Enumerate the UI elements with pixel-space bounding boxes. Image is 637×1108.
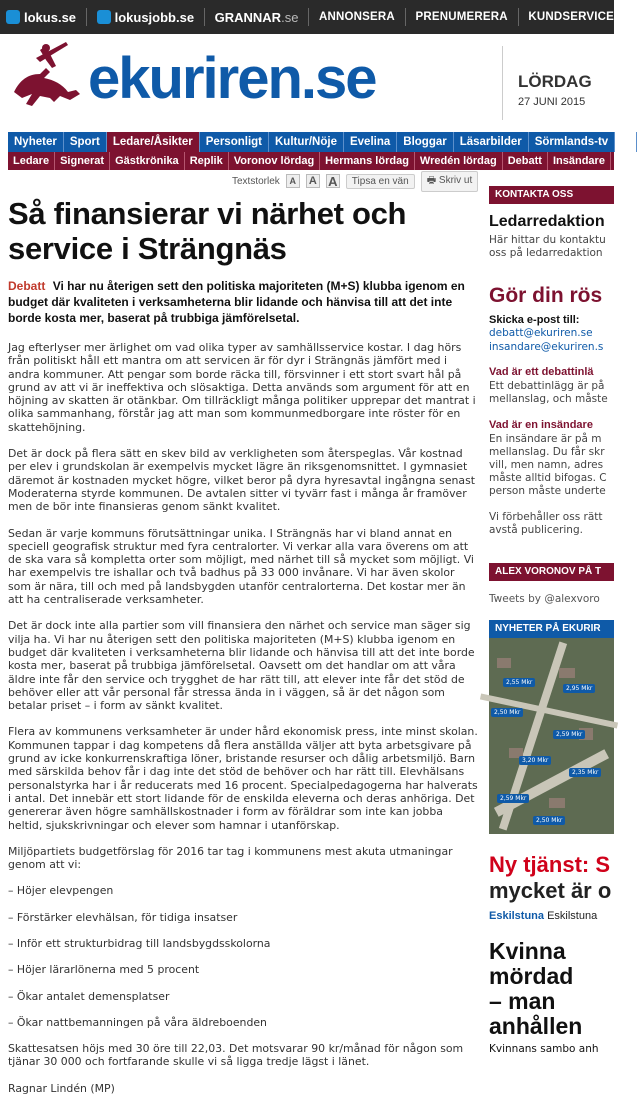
lokusjobb-logo-icon [97, 10, 111, 24]
kvinna-line: anhållen [489, 1013, 583, 1039]
map-price-label: 2,95 Mkr [563, 684, 595, 693]
map-price-label: 2,59 Mkr [553, 730, 585, 739]
kvinna-line: Kvinna [489, 938, 566, 964]
insandare-text: mellanslag. Du får skr [489, 446, 605, 458]
lokusjobb-link[interactable] [97, 10, 194, 25]
insandare-text: måste alltid bifogas. C [489, 472, 607, 484]
debate-text: Ett debattinlägg är på [489, 380, 605, 392]
article-body [8, 341, 478, 1095]
article-author: Ragnar Lindén (MP) [8, 1081, 115, 1095]
article-ingress [8, 278, 478, 326]
kvinna-sub: Kvinnans sambo anh [489, 1043, 599, 1055]
email-label: Skicka e-post till: [489, 314, 580, 326]
grannar-label: GRANNAR [214, 9, 282, 25]
teaser-black: mycket är o [489, 878, 612, 903]
article [8, 196, 478, 1108]
printer-icon: 🖶 [426, 174, 437, 186]
article-tools [232, 172, 478, 190]
bullet-item: – Ökar nattbemanningen på våra äldreboenden [8, 1015, 267, 1029]
contact-title: Ledarredaktion [489, 213, 605, 230]
secondary-nav [8, 152, 614, 170]
tipsa-button[interactable]: Tipsa en vän [346, 174, 415, 189]
insandare-text: En insändare är på m [489, 433, 602, 445]
tweets-link[interactable]: Tweets by @alexvoro [489, 593, 600, 605]
logo-main: ekuriren [88, 46, 301, 111]
teaser-source [489, 910, 614, 922]
bullet-item: – Förstärker elevhälsan, för tidiga insatser [8, 910, 238, 924]
debate-heading: Vad är ett debattinlä [489, 366, 594, 378]
map-price-label: 2,59 Mkr [497, 794, 529, 803]
insandare-text: vill, men namn, adres [489, 459, 604, 471]
kvinna-headline[interactable] [489, 939, 614, 1039]
insandare-email-link[interactable]: insandare@ekuriren.s [489, 341, 604, 353]
primary-nav [8, 132, 630, 152]
divider [86, 8, 87, 26]
article-headline: Så finansierar vi närhet och service i Strängnäs [8, 196, 407, 266]
news-map-image[interactable] [489, 638, 614, 834]
print-button[interactable] [421, 171, 479, 192]
bullet-item: – Höjer lärarlönerna med 5 procent [8, 963, 200, 977]
source-rest: Eskilstuna [544, 910, 598, 922]
nav-personligt[interactable]: Personligt [200, 132, 269, 152]
paragraph: Jag efterlyser mer ärlighet om vad olika typer av samhällsservice kostar. I dag hörs från politiskt håll ett mantra om att servicen är för dyr i Strängnäs jämfört med i andra kommuner. Att pengar som borde räcka till, försvinner i ett stort svart hål på grund av att vi är ineffektiva och slösaktiga. Detta används som argument för att en höjning av skatten är otänkbar. Om tillräckligt många politiker upprepar det mantrat i olika sammanhang, förstår jag att man som kommunmedborgare inte röster för en skattehöjning. [8, 341, 476, 434]
subnav-signerat[interactable]: Signerat [55, 152, 110, 170]
sidebar [489, 186, 614, 1107]
date: 27 JUNI 2015 [518, 96, 586, 108]
subnav-hermans[interactable]: Hermans lördag [320, 152, 415, 170]
lokusjobb-label: lokusjobb.se [114, 9, 195, 25]
lokus-label: lokus.se [24, 9, 77, 25]
subnav-ledare[interactable]: Ledare [8, 152, 55, 170]
divider [502, 46, 503, 120]
paragraph: Sedan är varje kommuns förutsättningar unika. I Strängnäs har vi bland annat en speciell geografisk struktur med fyra centralorter. Vi verkar alla vara överens om att de ska vara så kompletta orter som möjligt, med närhet till så mycket som möjligt. Vi har exempelvis tre ishallar och två badhus på 33 000 invånare. Vi har även skolor som är nära, till och med på landsbygden utanför centralorterna. Det kostar mer än att ha centraliserade verksamheter. [8, 526, 474, 607]
paragraph: Skattesatsen höjs med 30 öre till 22,03. Det motsvarar 90 kr/månad för någon som tjänar 30 000 och fortfarande skulle vi så ligga tredje lägst i länet. [8, 1042, 464, 1069]
debate-text: mellanslag, och måste [489, 393, 608, 405]
lokus-logo-icon [6, 10, 20, 24]
network-bar [0, 0, 614, 34]
nav-sormlands-tv[interactable]: Sörmlands-tv [529, 132, 616, 152]
grannar-suffix: .se [281, 9, 299, 25]
kvinna-line: mördad [489, 963, 574, 989]
nav-bloggar[interactable]: Bloggar [397, 132, 453, 152]
reserve-text: avstå publicering. [489, 524, 583, 536]
paragraph: Flera av kommunens verksamheter är under hård ekonomisk press, inte minst skolan. Kommunen tappar i dag kompetens då flera anställda väljer att byta arbetsgivare på grund av icke konkurrenskraftiga löner, bristande resurser och dålig arbetsmiljö. Barn med särskilda behov får i dag inte det stöd de behöver och har rätt till. Elevhälsans personalstyrka har i år reducerats med 16 procent. Specialpedagogerna har halverats i antal. Det innebär ett stort lidande för de enskilda eleverna och deras anhöriga. Det genererar även högre samhällskostnader i form av föräldrar som inte kan jobba heltid, sjukskrivningar och elever som hamnar i utanförskap. [8, 725, 478, 832]
prenumerera-link[interactable]: PRENUMERERA [415, 11, 508, 23]
textsize-large-button[interactable]: A [326, 174, 340, 188]
contact-text: oss på ledarredaktion [489, 247, 603, 259]
masthead [0, 34, 614, 130]
subnav-wreden[interactable]: Wredén lördag [415, 152, 503, 170]
map-price-label: 2,35 Mkr [569, 768, 601, 777]
teaser-red: Ny tjänst: S [489, 852, 611, 877]
reserve-text: Vi förbehåller oss rätt [489, 511, 603, 523]
source-bold: Eskilstuna [489, 910, 545, 922]
voronov-header[interactable]: ALEX VORONOV PÅ T [489, 563, 614, 581]
ingress-text: Vi har nu återigen sett den politiska majoriteten (M+S) klubba igenom en budget där kvaliteten i verksamheterna blir lidande och hänvisa till att det inte borde kosta mer, baserat på trubbiga jämförelsetal. [8, 279, 465, 325]
site-logo[interactable] [88, 46, 376, 111]
weekday: LÖRDAG [518, 72, 592, 91]
subnav-debatt[interactable]: Debatt [503, 152, 548, 170]
kundservice-link[interactable]: KUNDSERVICE [528, 11, 615, 23]
contact-text: Här hittar du kontaktu [489, 234, 606, 246]
logo-tld: .se [300, 46, 376, 111]
textsize-label: Textstorlek [232, 175, 280, 187]
grannar-link[interactable] [215, 10, 299, 25]
nav-evelina[interactable]: Evelina [344, 132, 397, 152]
debatt-email-link[interactable]: debatt@ekuriren.se [489, 327, 593, 339]
nav-lasarbilder[interactable]: Läsarbilder [454, 132, 529, 152]
bullet-item: – Ökar antalet demensplatser [8, 989, 170, 1003]
print-label: Skriv ut [438, 174, 473, 186]
textsize-small-button[interactable]: A [286, 174, 300, 188]
nyheter-header[interactable]: NYHETER PÅ EKURIR [489, 620, 614, 638]
map-price-label: 2,50 Mkr [533, 816, 565, 825]
divider [405, 8, 406, 26]
nav-more[interactable]: A [615, 132, 636, 152]
map-price-label: 2,50 Mkr [491, 708, 523, 717]
nav-kultur-noje[interactable]: Kultur/Nöje [269, 132, 344, 152]
lokus-link[interactable] [6, 10, 76, 25]
nav-ledare-asikter[interactable]: Ledare/Åsikter [107, 132, 200, 152]
paragraph: Det är dock på flera sätt en skev bild av verkligheten som återspeglas. Vår kostnad per elev i grundskolan är exempelvis mycket lägre än riksgenomsnittet. I gymnasiet däremot är kostnaden mycket högre, vilket beror på dyra hyresavtal ingångna senast Moderaterna styrde kommunen. De avtalen sitter vi tyvärr fast i många år framöver men de bör inte finansieras genom sänkt kvalitet. [8, 447, 476, 514]
subnav-voronov[interactable]: Voronov lördag [229, 152, 320, 170]
divider [518, 8, 519, 26]
divider [308, 8, 309, 26]
paragraph: Det är dock inte alla partier som vill finansiera den närhet och service man säger sig vilja ha. Vi har nu återigen sett den politiska majoriteten (M+S) klubba igenom en budget där kvaliteten i verksamheterna blir lidande och hänvisa till att det inte borde kosta mer, baserat på trubbiga jämförelsetal. Oavsett om det handlar om att våra äldre inte får den service och trygghet de har rätt till, att elever inte får det stöd de behöver eller att vår personal får stressa ända in i väggen, så är det någon som betalar priset – i form av sänkt kvalitet. [8, 619, 475, 713]
paragraph: Miljöpartiets budgetförslag för 2016 tar tag i kommunens mest akuta utmaningar genom att vi: [8, 844, 453, 872]
news-teaser-headline[interactable] [489, 852, 614, 904]
subnav-insandare[interactable]: Insändare [548, 152, 611, 170]
kvinna-line: – man [489, 988, 556, 1014]
horse-rider-logo-icon[interactable] [10, 40, 82, 110]
nav-nyheter[interactable]: Nyheter [8, 132, 64, 152]
bullet-item: – Inför ett strukturbidrag till landsbygdsskolorna [8, 936, 271, 950]
category-link[interactable]: Debatt [8, 279, 46, 293]
subnav-replik[interactable]: Replik [185, 152, 229, 170]
voice-title: Gör din rös [489, 284, 603, 307]
map-price-label: 2,55 Mkr [503, 678, 535, 687]
nav-sport[interactable]: Sport [64, 132, 107, 152]
map-price-label: 3,20 Mkr [519, 756, 551, 765]
contact-header: KONTAKTA OSS [489, 186, 614, 204]
textsize-medium-button[interactable]: A [306, 174, 320, 188]
insandare-heading: Vad är en insändare [489, 419, 593, 431]
bullet-item: – Höjer elevpengen [8, 884, 114, 898]
subnav-gastkronika[interactable]: Gästkrönika [110, 152, 185, 170]
annonsera-link[interactable]: ANNONSERA [318, 11, 395, 23]
divider [204, 8, 205, 26]
insandare-text: person måste underte [489, 485, 606, 497]
